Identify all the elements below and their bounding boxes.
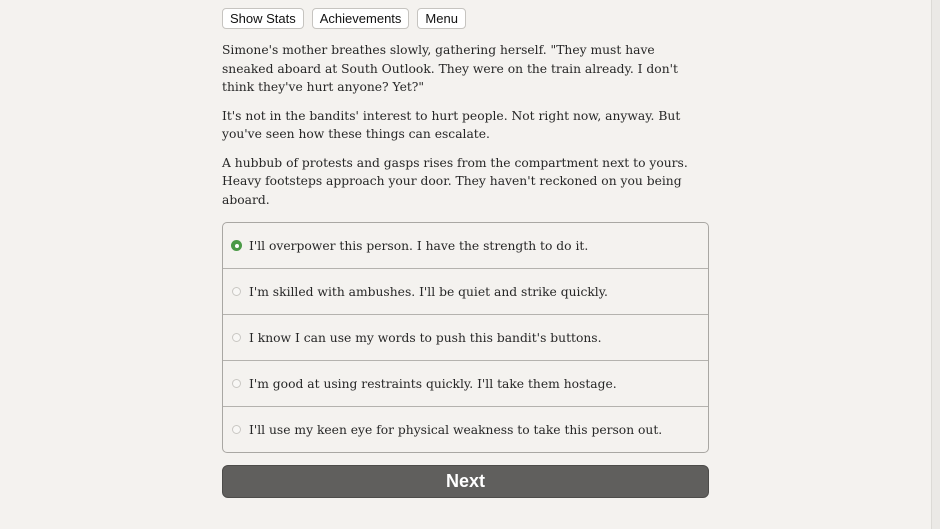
radio-selected-icon[interactable] [231,240,242,251]
show-stats-button[interactable]: Show Stats [222,8,304,29]
choice-label: I'll use my keen eye for physical weakness to take this person out. [249,422,663,437]
choice-label: I'll overpower this person. I have the strength to do it. [249,238,589,253]
top-toolbar [222,8,709,29]
choice-label: I'm good at using restraints quickly. I'll take them hostage. [249,376,617,391]
next-button[interactable]: Next [222,465,709,498]
radio-unselected-icon[interactable] [232,333,241,342]
choice-label: I know I can use my words to push this bandit's buttons. [249,330,602,345]
story-text [222,41,709,209]
choice-option[interactable] [223,223,708,268]
choice-option[interactable] [223,360,708,406]
choice-label: I'm skilled with ambushes. I'll be quiet and strike quickly. [249,284,608,299]
story-paragraph: Simone's mother breathes slowly, gathering herself. "They must have sneaked aboard at South Outlook. They were on the train already. I don't think they've hurt anyone? Yet?" [222,43,678,94]
radio-unselected-icon[interactable] [232,379,241,388]
game-container [222,8,709,498]
scrollbar-track[interactable] [931,0,940,529]
choice-list [222,222,709,453]
choice-option[interactable] [223,406,708,452]
radio-unselected-icon[interactable] [232,287,241,296]
radio-unselected-icon[interactable] [232,425,241,434]
achievements-button[interactable]: Achievements [312,8,410,29]
choice-option[interactable] [223,314,708,360]
story-paragraph: It's not in the bandits' interest to hurt people. Not right now, anyway. But you've seen how these things can escalate. [222,108,681,141]
story-paragraph: A hubbub of protests and gasps rises from the compartment next to yours. Heavy footsteps approach your door. They haven't reckoned on you being aboard. [222,155,688,207]
choice-option[interactable] [223,268,708,314]
menu-button[interactable]: Menu [417,8,466,29]
